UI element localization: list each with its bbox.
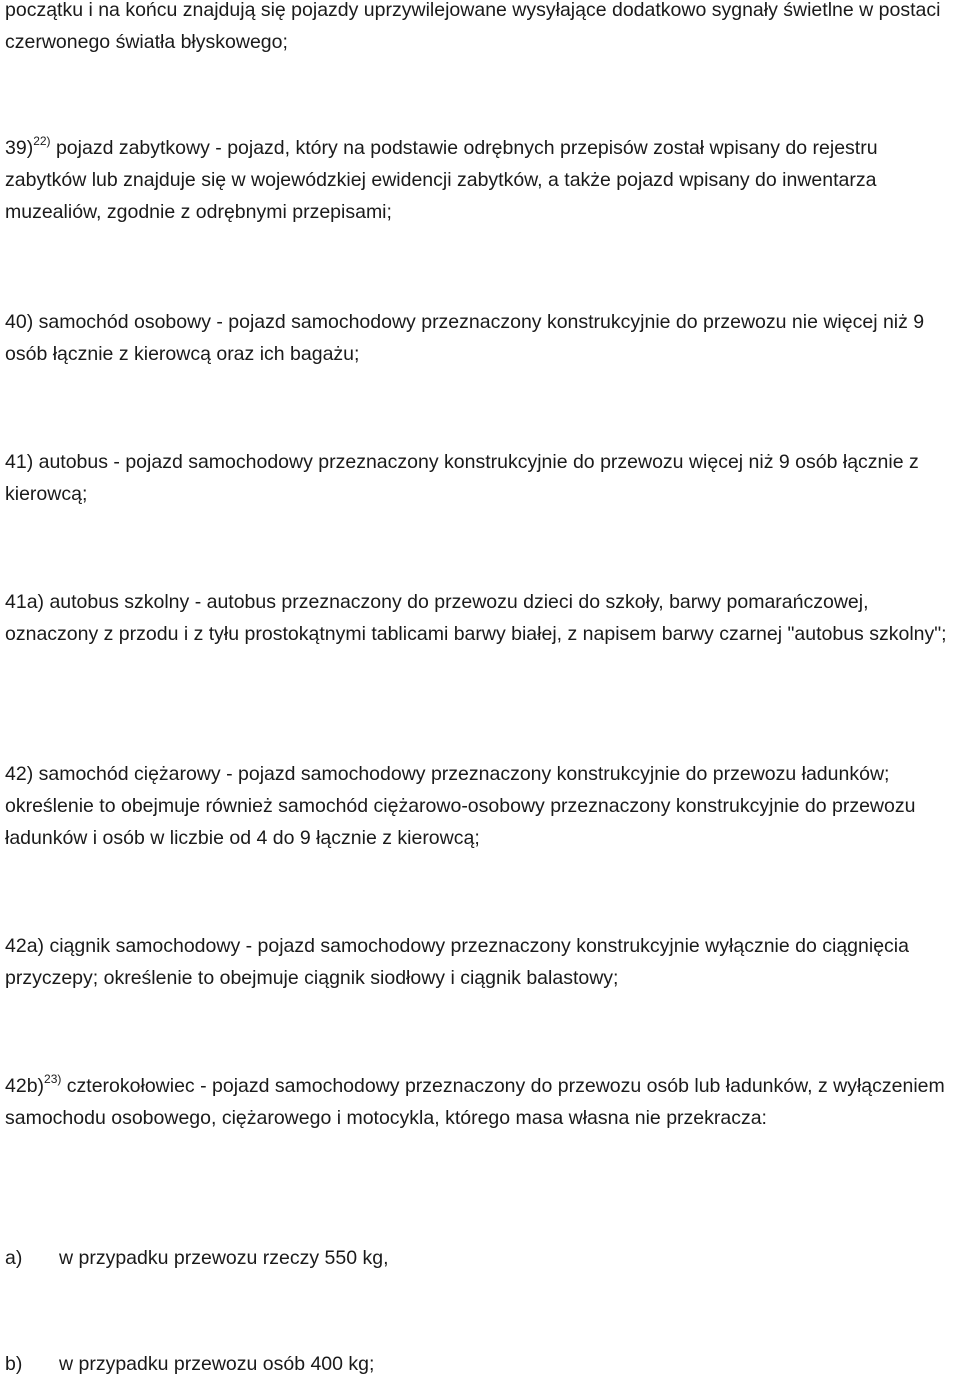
paragraph-42a <box>5 930 955 994</box>
list-item-b <box>5 1348 955 1380</box>
paragraph-number: 42b) <box>5 1075 45 1097</box>
paragraph-text: 41) autobus - pojazd samochodowy przeznaczony konstrukcyjnie do przewozu więcej niż 9 osób łącznie z kierowcą; <box>5 451 919 505</box>
paragraph-42b <box>5 1070 955 1134</box>
list-item-text: w przypadku przewozu osób 400 kg; <box>59 1353 375 1375</box>
paragraph-text: 41a) autobus szkolny - autobus przeznaczony do przewozu dzieci do szkoły, barwy pomarańczowej, oznaczony z przodu i z tyłu prostokątnymi tablicami barwy białej, z napisem barwy czarnej "autobus szkolny"; <box>5 591 947 645</box>
paragraph-41a <box>5 586 955 650</box>
list-marker: a) <box>5 1247 23 1269</box>
footnote-marker[interactable]: 23) <box>44 1072 62 1086</box>
paragraph-text: początku i na końcu znajdują się pojazdy uprzywilejowane wysyłające dodatkowo sygnały świetlne w postaci czerwonego światła błyskowego; <box>5 0 941 53</box>
paragraph-text: 40) samochód osobowy - pojazd samochodowy przeznaczony konstrukcyjnie do przewozu nie więcej niż 9 osób łącznie z kierowcą oraz ich bagażu; <box>5 311 925 365</box>
list-marker: b) <box>5 1353 23 1375</box>
footnote-marker[interactable]: 22) <box>33 134 51 148</box>
paragraph-39 <box>5 132 955 228</box>
paragraph-42 <box>5 758 955 854</box>
list-item-a <box>5 1242 955 1274</box>
paragraph-continuation <box>5 0 955 58</box>
paragraph-text: 42) samochód ciężarowy - pojazd samochodowy przeznaczony konstrukcyjnie do przewozu ładunków; określenie to obejmuje również samochód ciężarowo-osobowy przeznaczony konstrukcyjnie do przewozu ładunków i osób w liczbie od 4 do 9 łącznie z kierowcą; <box>5 763 916 849</box>
list-item-text: w przypadku przewozu rzeczy 550 kg, <box>59 1247 389 1269</box>
paragraph-number: 39) <box>5 137 34 159</box>
paragraph-41 <box>5 446 955 510</box>
paragraph-text: 42a) ciągnik samochodowy - pojazd samochodowy przeznaczony konstrukcyjnie wyłącznie do ciągnięcia przyczepy; określenie to obejmuje ciągnik siodłowy i ciągnik balastowy; <box>5 935 909 989</box>
paragraph-text: pojazd zabytkowy - pojazd, który na podstawie odrębnych przepisów został wpisany do rejestru zabytków lub znajduje się w wojewódzkiej ewidencji zabytków, a także pojazd wpisany do inwentarza muzealiów, zgodnie z odrębnymi przepisami; <box>5 137 878 223</box>
paragraph-40 <box>5 306 955 370</box>
paragraph-text: czterokołowiec - pojazd samochodowy przeznaczony do przewozu osób lub ładunków, z wyłączeniem samochodu osobowego, ciężarowego i motocykla, którego masa własna nie przekracza: <box>5 1075 945 1129</box>
